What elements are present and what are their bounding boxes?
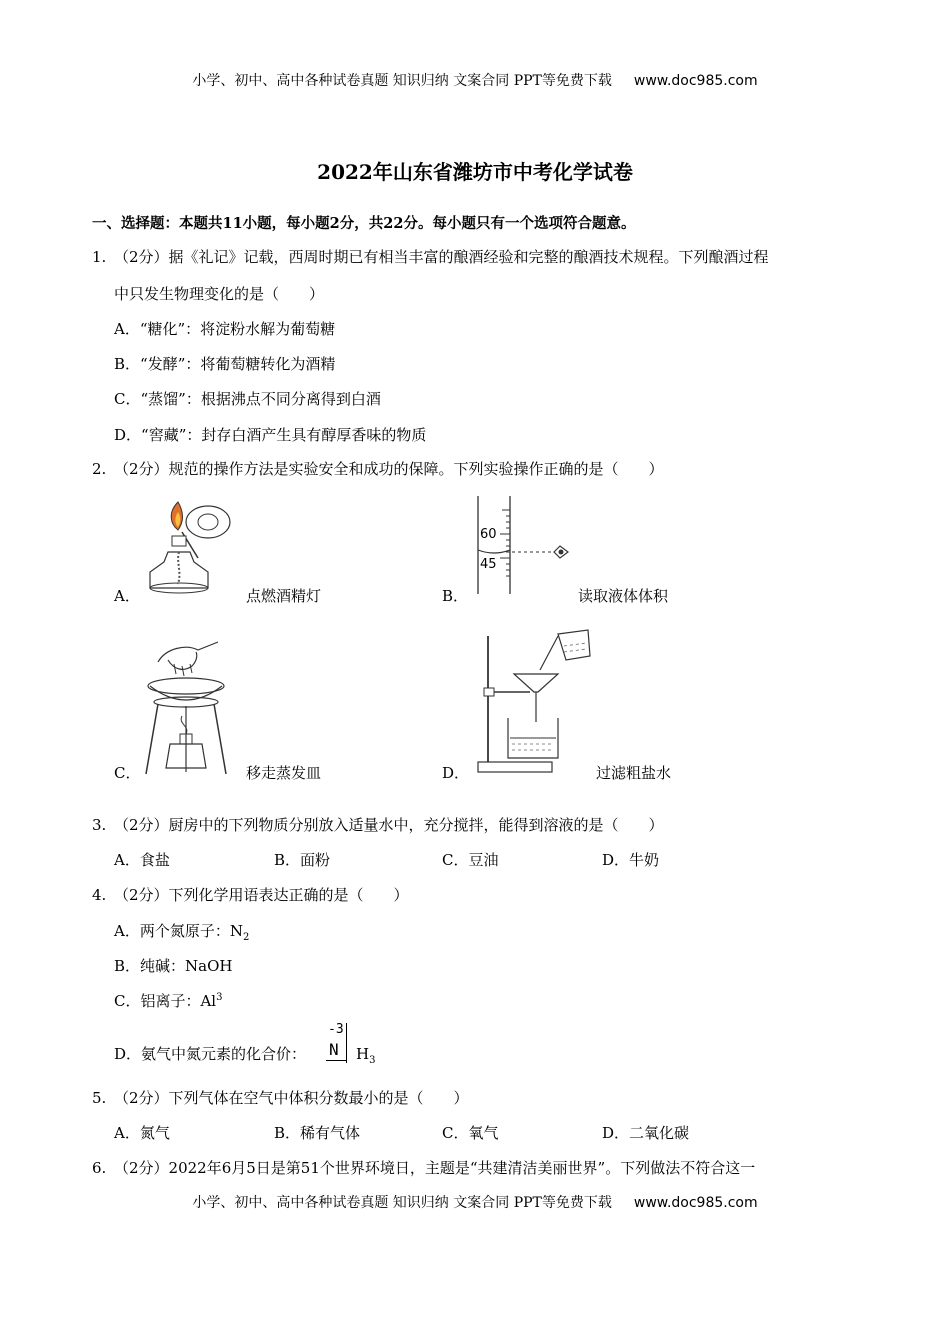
question-2-option-d-caption: 过滤粗盐水 — [596, 764, 672, 782]
question-4-option-d-text: D．氨气中氮元素的化合价： — [114, 1045, 307, 1063]
filtration-apparatus-figure — [474, 626, 594, 776]
alcohol-lamp-lighting-figure — [138, 492, 248, 602]
footer-text: 小学、初中、高中各种试卷真题 知识归纳 文案合同 PPT等免费下载 — [192, 1195, 612, 1211]
valence-value: -3 — [328, 1022, 344, 1037]
question-4-option-c-superscript: 3 — [216, 992, 223, 1003]
question-6 — [92, 1157, 755, 1178]
question-2 — [92, 458, 664, 479]
question-2-option-c-caption: 移走蒸发皿 — [246, 764, 322, 782]
question-1-option-d[interactable]: D．“窖藏”：封存白酒产生具有醇厚香味的物质 — [114, 426, 427, 444]
ammonia-hydrogen — [356, 1045, 375, 1066]
header-text: 小学、初中、高中各种试卷真题 知识归纳 文案合同 PPT等免费下载 — [192, 73, 612, 89]
question-5 — [92, 1087, 469, 1108]
section-heading: 一、选择题：本题共11小题，每小题2分，共22分。每小题只有一个选项符合题意。 — [92, 215, 636, 232]
question-1-option-b[interactable]: B．“发酵”：将葡萄糖转化为酒精 — [114, 355, 336, 373]
question-3-number: 3. — [92, 816, 107, 834]
valence-bracket — [346, 1023, 347, 1063]
question-2-option-c-letter[interactable]: C． — [114, 764, 141, 782]
question-5-option-b[interactable]: B．稀有气体 — [274, 1124, 361, 1142]
question-4-option-c[interactable] — [114, 990, 222, 1011]
question-4-option-a-text: A．两个氮原子：N — [114, 922, 243, 940]
cylinder-label-45: 45 — [480, 557, 497, 572]
question-5-text: （2分）下列气体在空气中体积分数最小的是（ ） — [114, 1089, 469, 1107]
question-5-option-a[interactable]: A．氮气 — [114, 1124, 170, 1142]
question-3-option-b[interactable]: B．面粉 — [274, 851, 331, 869]
page-header — [0, 70, 950, 90]
cylinder-label-60: 60 — [480, 527, 497, 542]
question-4-number: 4. — [92, 886, 107, 904]
ammonia-subscript: 3 — [369, 1055, 376, 1066]
question-4-option-a-subscript: 2 — [242, 932, 250, 943]
evaporating-dish-figure — [138, 640, 238, 780]
question-2-option-a-caption: 点燃酒精灯 — [246, 587, 322, 605]
ammonia-h: H — [356, 1045, 370, 1063]
valence-underline — [326, 1060, 346, 1061]
question-6-number: 6. — [92, 1159, 107, 1177]
page-footer — [0, 1192, 950, 1212]
question-2-option-b-letter[interactable]: B． — [442, 587, 469, 605]
question-4-option-a[interactable] — [114, 920, 249, 943]
question-4-text: （2分）下列化学用语表达正确的是（ ） — [114, 886, 409, 904]
question-1-line2: 中只发生物理变化的是（ ） — [114, 285, 325, 303]
question-4-option-d[interactable] — [114, 1043, 306, 1064]
question-3-text: （2分）厨房中的下列物质分别放入适量水中，充分搅拌，能得到溶液的是（ ） — [114, 816, 664, 834]
question-2-option-d-letter[interactable]: D． — [442, 764, 470, 782]
question-6-text: （2分）2022年6月5日是第51个世界环境日，主题是“共建清洁美丽世界”。下列做法不符合这一 — [114, 1159, 756, 1177]
question-4-option-c-text: C．铝离子：Al — [114, 992, 217, 1010]
question-1-option-a[interactable]: A．“糖化”：将淀粉水解为葡萄糖 — [114, 320, 336, 338]
question-4-option-b[interactable]: B．纯碱：NaOH — [114, 957, 233, 975]
question-4 — [92, 884, 409, 905]
question-1-line1: （2分）据《礼记》记载，西周时期已有相当丰富的酿酒经验和完整的酿酒技术规程。下列酿酒过程 — [114, 248, 769, 266]
question-3-option-d[interactable]: D．牛奶 — [602, 851, 660, 869]
header-url[interactable]: www.doc985.com — [633, 73, 758, 89]
question-1-option-c[interactable]: C．“蒸馏”：根据沸点不同分离得到白酒 — [114, 390, 381, 408]
valence-element: N — [329, 1040, 339, 1059]
question-3-option-a[interactable]: A．食盐 — [114, 851, 170, 869]
question-3 — [92, 814, 664, 835]
question-5-option-c[interactable]: C．氧气 — [442, 1124, 499, 1142]
exam-title: 2022年山东省潍坊市中考化学试卷 — [317, 160, 633, 184]
question-1 — [92, 246, 769, 267]
question-2-text: （2分）规范的操作方法是实验安全和成功的保障。下列实验操作正确的是（ ） — [114, 460, 664, 478]
question-1-number: 1. — [92, 248, 107, 266]
question-5-number: 5. — [92, 1089, 107, 1107]
question-3-option-c[interactable]: C．豆油 — [442, 851, 499, 869]
footer-url[interactable]: www.doc985.com — [633, 1195, 758, 1211]
question-2-option-b-caption: 读取液体体积 — [578, 587, 669, 605]
question-2-number: 2. — [92, 460, 107, 478]
question-2-option-a-letter[interactable]: A． — [114, 587, 140, 605]
question-5-option-d[interactable]: D．二氧化碳 — [602, 1124, 690, 1142]
graduated-cylinder-figure — [470, 494, 574, 598]
